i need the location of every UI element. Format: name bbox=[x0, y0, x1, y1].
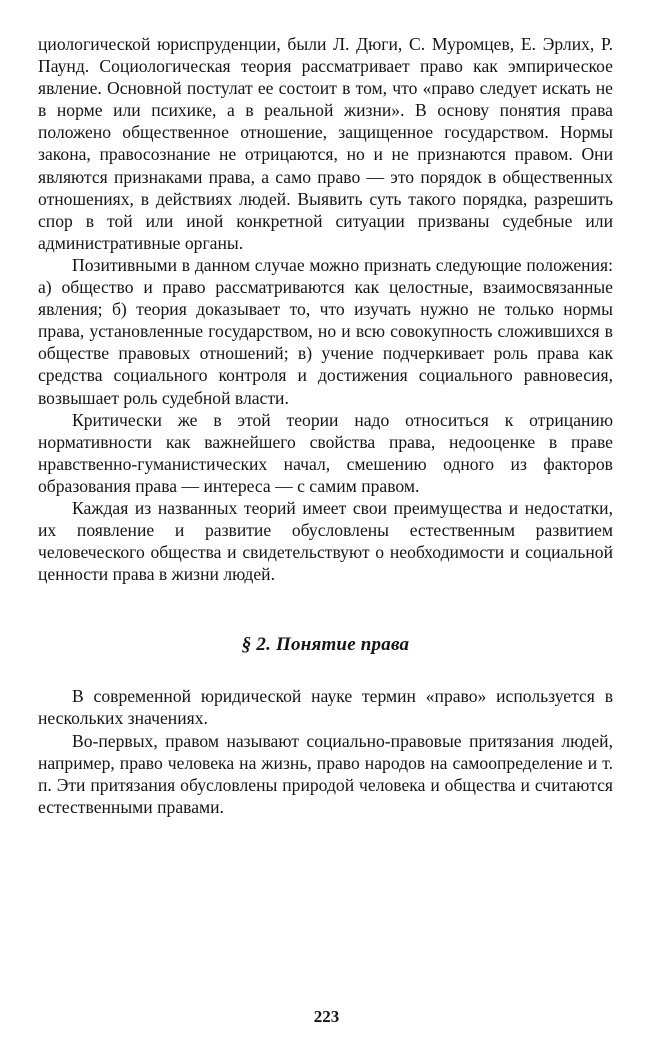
section-heading: § 2. Понятие права bbox=[241, 634, 410, 656]
paragraph-positive-aspects: Позитивными в данном случае можно признать следующие положения: а) общество и право рассматриваются как целостные, взаимосвязанные явления; б) теория доказывает то, что изучать нужно не только нормы права, установленные государством, но и всю совокупность сложившихся в обществе правовых отношений; в) учение подчеркивает роль права как средства социального контроля и достижения социального равновесия, возвышает роль судебной власти. bbox=[38, 254, 613, 408]
paragraph-term-meanings: В современной юридической науке термин «право» используется в нескольких значениях. bbox=[38, 686, 613, 729]
paragraph-continued: циологической юриспруденции, были Л. Дюги, С. Муромцев, Е. Эрлих, Р. Паунд. Социологическая теория рассматривает право как эмпирическое явление. Основной постулат ее состоит в том, что «право следует искать не в норме или психике, а в реальной жизни». В основу понятия права положено общественное отношение, защищенное государством. Нормы закона, правосознание не отрицаются, но и не признаются правом. Они являются признаками права, а само право — это порядок в общественных отношениях, в действиях людей. Выявить суть такого порядка, разрешить спор в той или иной конкретной ситуации призваны судебные или административные органы. bbox=[38, 34, 613, 253]
page-number: 223 bbox=[313, 1007, 340, 1026]
page-body bbox=[38, 33, 613, 818]
paragraph-criticism: Критически же в этой теории надо относиться к отрицанию нормативности как важнейшего свойства права, недооценке в праве нравственно-гуманистических начал, смешению одного из факторов образования права — интереса — с самим правом. bbox=[38, 409, 613, 496]
paragraph-first-meaning: Во-первых, правом называют социально-правовые притязания людей, например, право человека на жизнь, право народов на самоопределение и т. п. Эти притязания обусловлены природой человека и общества и считаются естественными правами. bbox=[38, 730, 613, 817]
paragraph-conclusion: Каждая из названных теорий имеет свои преимущества и недостатки, их появление и развитие обусловлены естественным развитием человеческого общества и свидетельствуют о необходимости и социальной ценности права в жизни людей. bbox=[38, 497, 613, 585]
